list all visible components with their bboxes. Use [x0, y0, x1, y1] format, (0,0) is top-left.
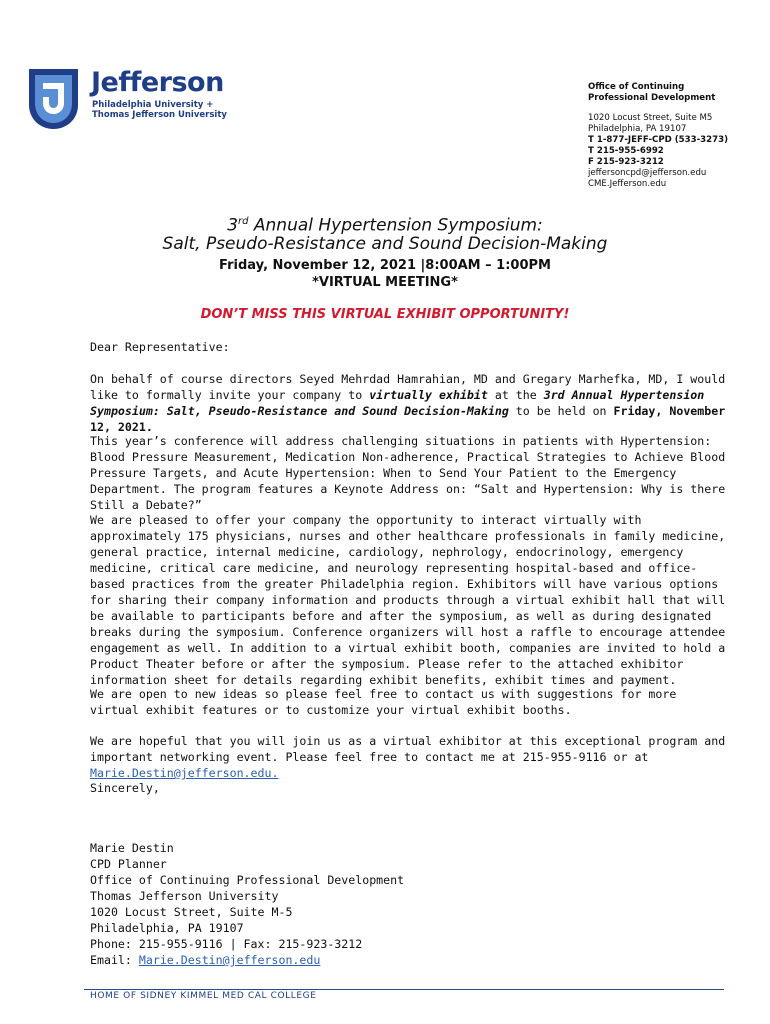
signature-block	[90, 840, 730, 968]
footer-text: HOME OF SIDNEY KIMMEL MED CAL COLLEGE	[90, 991, 317, 1001]
office-city: Philadelphia, PA 19107	[588, 124, 687, 134]
symposium-title-line2: Salt, Pseudo-Resistance and Sound Decision-Making	[162, 234, 608, 254]
virtual-meeting-label: *VIRTUAL MEETING*	[312, 275, 458, 290]
logo-subtitle-1: Philadelphia University +	[92, 100, 214, 110]
letter-paragraph-4: We are open to new ideas so please feel free to contact us with suggestions for more virtual exhibit features or to customize your virtual exhibit booths.	[90, 687, 677, 717]
footer-divider	[84, 989, 724, 990]
signature-email-link[interactable]: Marie.Destin@jefferson.edu	[138, 953, 321, 967]
signature-name: Marie Destin	[90, 841, 174, 855]
office-email[interactable]: jeffersoncpd@jefferson.edu	[588, 168, 707, 178]
letter-salutation: Dear Representative:	[90, 340, 230, 354]
office-street: 1020 Locust Street, Suite M5	[588, 113, 713, 123]
signature-street: 1020 Locust Street, Suite M-5	[90, 905, 293, 919]
letter-closing: Sincerely,	[90, 781, 160, 795]
signature-city: Philadelphia, PA 19107	[90, 921, 244, 935]
signature-office: Office of Continuing Professional Development	[90, 873, 405, 887]
letter-paragraph-3: We are pleased to offer your company the opportunity to interact virtually with approximately 175 physicians, nurses and other healthcare professionals in family medicine, general practice, internal medicine, cardiology, nephrology, endocrinology, emergency medicine, critical care medicine, and neurology representing hospital-based and office-based practices from the greater Philadelphia region. Exhibitors will have various options for sharing their company information and products through a virtual exhibit hall that will be available to participants before and after the symposium, as well as during designated breaks during the symposium. Conference organizers will host a raffle to encourage attendee engagement as well. In addition to a virtual exhibit booth, companies are invited to hold a Product Theater before or after the symposium. Please refer to the attached exhibitor information sheet for details regarding exhibit benefits, exhibit times and payment.	[90, 513, 726, 687]
office-fax: F 215-923-3212	[588, 157, 664, 167]
exhibit-callout: DON’T MISS THIS VIRTUAL EXHIBIT OPPORTUNITY!	[200, 307, 570, 322]
office-phone: T 215-955-6992	[588, 146, 664, 156]
jefferson-shield-icon	[29, 69, 78, 129]
logo-wordmark: Jefferson	[91, 67, 224, 98]
office-address-block	[588, 82, 758, 190]
jefferson-logo	[29, 69, 229, 131]
office-website[interactable]: CME.Jefferson.edu	[588, 179, 667, 189]
office-tollfree: T 1-877-JEFF-CPD (533-3273)	[588, 135, 729, 145]
letter-paragraph-5: We are hopeful that you will join us as a virtual exhibitor at this exceptional program and important networking event. Please feel free to contact me at 215-955-9116 or at Marie.Destin@jefferson.edu.	[90, 734, 726, 780]
office-name-line2: Professional Development	[588, 93, 716, 103]
signature-email-line: Email: Marie.Destin@jefferson.edu	[90, 953, 321, 967]
contact-email-link[interactable]: Marie.Destin@jefferson.edu.	[90, 766, 279, 780]
letter-paragraph-1: On behalf of course directors Seyed Mehrdad Hamrahian, MD and Gregary Marhefka, MD, I would like to formally invite your company to virtually exhibit at the 3rd Annual Hypertension Symposium: Salt, Pseudo-Resistance and Sound Decision-Making to be held on Friday, November 12, 2021.	[90, 372, 726, 434]
office-name-line1: Office of Continuing	[588, 82, 685, 92]
letter-paragraph-2: This year’s conference will address challenging situations in patients with Hypertension: Blood Pressure Measurement, Medication Non-adherence, Practical Strategies to Achieve Blood Pressure Targets, and Acute Hypertension: When to Send Your Patient to the Emergency Department. The program features a Keynote Address on: “Salt and Hypertension: Why is there Still a Debate?”	[90, 434, 726, 512]
symposium-title-line1: 3rd Annual Hypertension Symposium:	[227, 215, 543, 236]
signature-phone: Phone: 215-955-9116 | Fax: 215-923-3212	[90, 937, 363, 951]
signature-title: CPD Planner	[90, 857, 167, 871]
signature-org: Thomas Jefferson University	[90, 889, 279, 903]
symposium-date: Friday, November 12, 2021 |8:00AM – 1:00PM	[219, 258, 551, 273]
logo-subtitle-2: Thomas Jefferson University	[92, 110, 227, 120]
